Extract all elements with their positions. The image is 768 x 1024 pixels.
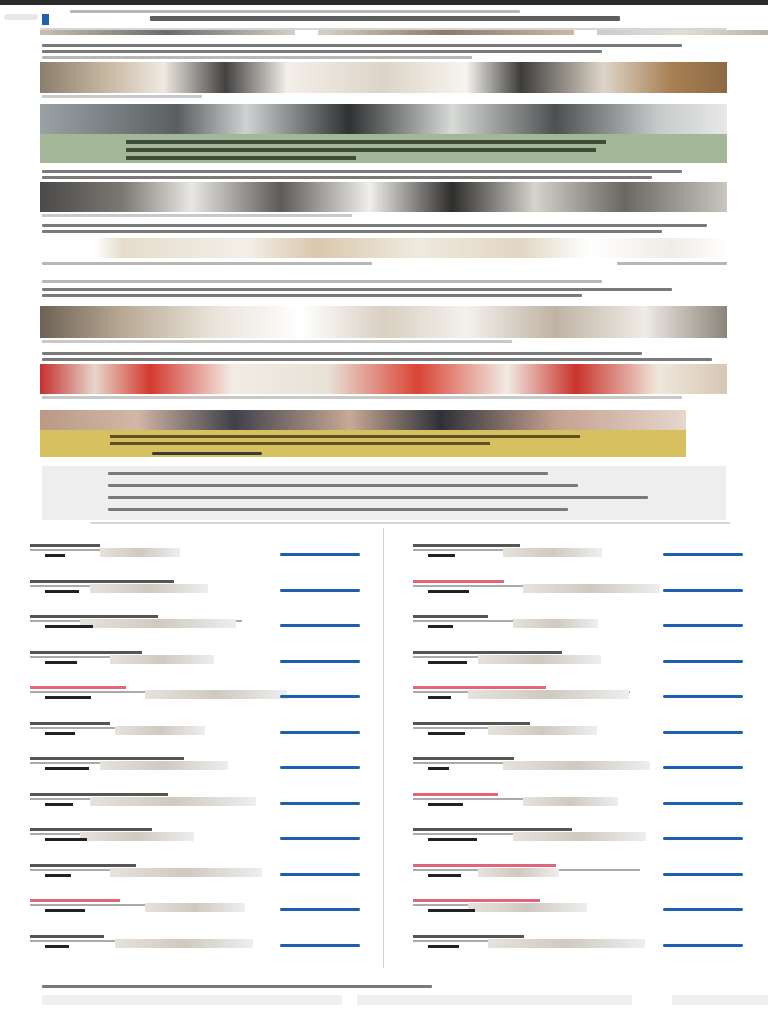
list-item-meta (428, 838, 477, 841)
list-item-action-button[interactable] (280, 660, 360, 663)
list-item[interactable] (30, 757, 360, 785)
list-item-action-button[interactable] (663, 660, 743, 663)
list-item-title[interactable] (30, 864, 136, 867)
list-item[interactable] (413, 722, 743, 750)
list-item-action-button[interactable] (663, 766, 743, 769)
newsletter-headline-2 (110, 442, 490, 445)
list-item-image[interactable] (115, 726, 205, 735)
top-bar (0, 0, 768, 5)
quote-box (42, 466, 726, 520)
list-item-title[interactable] (30, 544, 100, 547)
list-item-meta (428, 590, 469, 593)
quote-line-3 (108, 496, 648, 499)
list-item-action-button[interactable] (280, 731, 360, 734)
quote-footer-line (90, 522, 730, 524)
list-item[interactable] (413, 935, 743, 963)
list-item-action-button[interactable] (280, 837, 360, 840)
list-item-meta (428, 767, 449, 770)
list-item-title[interactable] (413, 544, 520, 547)
image-caption-1 (42, 95, 202, 98)
list-item-image[interactable] (145, 690, 287, 699)
list-item-image[interactable] (468, 903, 587, 912)
list-item-action-button[interactable] (663, 624, 743, 627)
list-item[interactable] (30, 793, 360, 821)
list-item-meta (428, 554, 455, 557)
list-item-meta (45, 590, 79, 593)
footer-heading (42, 985, 432, 988)
list-item-image[interactable] (100, 548, 180, 557)
article-image-3 (40, 238, 727, 258)
list-item-image[interactable] (503, 548, 602, 557)
list-item[interactable] (30, 722, 360, 750)
banner-headline-2 (126, 148, 596, 152)
list-item-title[interactable] (30, 686, 126, 689)
thumb-2[interactable] (318, 30, 574, 35)
list-item-title[interactable] (30, 651, 142, 654)
list-item-action-button[interactable] (280, 624, 360, 627)
list-item[interactable] (30, 686, 360, 714)
list-item-meta (428, 803, 463, 806)
banner-image (40, 104, 727, 134)
promo-banner[interactable] (40, 104, 727, 163)
list-item-action-button[interactable] (663, 589, 743, 592)
list-item-meta (428, 732, 465, 735)
list-item-action-button[interactable] (663, 944, 743, 947)
list-item-image[interactable] (523, 584, 660, 593)
list-item[interactable] (30, 828, 360, 856)
list-item-meta (428, 874, 461, 877)
article-image-2 (40, 182, 727, 212)
list-item-image[interactable] (488, 726, 597, 735)
column-divider (383, 528, 384, 968)
list-item-meta (45, 696, 91, 699)
nav-line (70, 10, 520, 13)
article-image-1 (40, 62, 727, 93)
section-3-line-3 (42, 262, 372, 265)
site-logo[interactable] (42, 14, 49, 25)
list-item-image[interactable] (115, 939, 253, 948)
list-item-action-button[interactable] (280, 589, 360, 592)
list-item-action-button[interactable] (280, 695, 360, 698)
list-item-image[interactable] (100, 761, 228, 770)
list-item[interactable] (413, 686, 743, 714)
list-item-meta (45, 838, 87, 841)
list-item-image[interactable] (468, 690, 629, 699)
thumb-1[interactable] (40, 30, 295, 35)
list-item-image[interactable] (145, 903, 245, 912)
list-item[interactable] (413, 828, 743, 856)
list-item-action-button[interactable] (663, 908, 743, 911)
list-item-action-button[interactable] (663, 553, 743, 556)
list-item-image[interactable] (110, 655, 214, 664)
list-item-action-button[interactable] (280, 802, 360, 805)
list-item-title[interactable] (30, 722, 110, 725)
list-item-action-button[interactable] (280, 766, 360, 769)
list-item-title[interactable] (30, 828, 152, 831)
section-4-line-2 (42, 288, 672, 291)
section-3-line-1 (42, 224, 707, 227)
list-item-title[interactable] (413, 580, 504, 583)
section-4-line-1 (42, 280, 602, 283)
list-item-meta (45, 945, 69, 948)
list-item[interactable] (413, 651, 743, 679)
list-item-meta (45, 767, 89, 770)
list-item-title[interactable] (30, 935, 104, 938)
list-item-meta (428, 909, 475, 912)
list-item-meta (45, 661, 77, 664)
list-item[interactable] (30, 935, 360, 963)
list-item[interactable] (30, 615, 360, 643)
list-item-image[interactable] (80, 619, 236, 628)
intro-line-2 (42, 50, 602, 53)
list-item[interactable] (30, 864, 360, 892)
quote-line-2 (108, 484, 578, 487)
list-item-title[interactable] (413, 686, 546, 689)
thumb-3[interactable] (597, 30, 768, 35)
list-item-image[interactable] (110, 868, 262, 877)
intro-line-3 (42, 56, 472, 59)
list-item-action-button[interactable] (663, 873, 743, 876)
footer (0, 975, 768, 1024)
list-item-action-button[interactable] (663, 731, 743, 734)
list-item-title[interactable] (413, 722, 530, 725)
list-item[interactable] (30, 899, 360, 927)
list-item-meta (45, 625, 93, 628)
footer-box-3[interactable] (672, 995, 768, 1005)
list-item-image[interactable] (513, 832, 646, 841)
section-3-line-4 (617, 262, 727, 265)
list-item-title[interactable] (413, 757, 514, 760)
list-item[interactable] (30, 580, 360, 608)
list-item-action-button[interactable] (280, 873, 360, 876)
list-item-meta (45, 909, 85, 912)
image-caption-2 (42, 214, 352, 217)
list-item-action-button[interactable] (280, 908, 360, 911)
list-item-image[interactable] (478, 655, 601, 664)
article-image-4 (40, 306, 727, 338)
list-item-title[interactable] (30, 899, 120, 902)
list-item-title[interactable] (413, 899, 540, 902)
list-item-title[interactable] (413, 935, 524, 938)
list-item-image[interactable] (488, 939, 645, 948)
article-image-5 (40, 364, 727, 394)
section-2-line-1 (42, 170, 682, 173)
menu-pill[interactable] (4, 14, 38, 20)
list-item-meta (428, 661, 467, 664)
list-item-action-button[interactable] (280, 553, 360, 556)
image-caption-4 (42, 340, 512, 343)
list-item-title[interactable] (30, 793, 168, 796)
list-item[interactable] (413, 580, 743, 608)
list-item-meta (428, 696, 451, 699)
list-item-image[interactable] (503, 761, 650, 770)
list-item-title[interactable] (30, 580, 174, 583)
list-item[interactable] (413, 544, 743, 572)
banner-headline-1 (126, 140, 606, 144)
footer-box-2[interactable] (357, 995, 632, 1005)
list-item-meta (428, 945, 459, 948)
list-item-title[interactable] (30, 615, 158, 618)
list-item-meta (45, 874, 71, 877)
list-item-meta (45, 732, 75, 735)
list-item[interactable] (413, 615, 743, 643)
list-item-title[interactable] (413, 615, 488, 618)
footer-box-1[interactable] (42, 995, 342, 1005)
intro-line-1 (42, 44, 682, 47)
list-item[interactable] (413, 793, 743, 821)
quote-line-4 (108, 508, 568, 511)
list-item-image[interactable] (513, 619, 598, 628)
newsletter-button[interactable] (152, 452, 262, 455)
list-item[interactable] (30, 544, 360, 572)
newsletter-banner[interactable] (40, 430, 686, 457)
list-item-image[interactable] (90, 797, 256, 806)
banner-headline-3 (126, 156, 356, 160)
newsletter-headline-1 (110, 435, 580, 438)
quote-line-1 (108, 472, 548, 475)
list-item-action-button[interactable] (280, 944, 360, 947)
list-item-image[interactable] (90, 584, 208, 593)
article-image-6 (40, 410, 686, 430)
list-item[interactable] (413, 899, 743, 927)
image-caption-5 (42, 396, 682, 399)
list-item-meta (45, 554, 65, 557)
section-5-line-2 (42, 358, 712, 361)
list-item-image[interactable] (478, 868, 559, 877)
list-item-action-button[interactable] (663, 802, 743, 805)
list-item[interactable] (413, 757, 743, 785)
headline (150, 16, 620, 21)
list-item-action-button[interactable] (663, 837, 743, 840)
list-item-title[interactable] (413, 793, 498, 796)
list-item-action-button[interactable] (663, 695, 743, 698)
section-2-line-2 (42, 176, 652, 179)
section-5-line-1 (42, 352, 642, 355)
list-item-title[interactable] (413, 864, 556, 867)
list-item-image[interactable] (523, 797, 618, 806)
list-item-image[interactable] (80, 832, 194, 841)
list-item[interactable] (30, 651, 360, 679)
section-3-line-2 (42, 230, 662, 233)
list-item-meta (45, 803, 73, 806)
list-item-meta (428, 625, 453, 628)
section-4-line-3 (42, 294, 582, 297)
list-item-title[interactable] (413, 651, 562, 654)
list-item-title[interactable] (30, 757, 184, 760)
list-item[interactable] (413, 864, 743, 892)
list-item-title[interactable] (413, 828, 572, 831)
